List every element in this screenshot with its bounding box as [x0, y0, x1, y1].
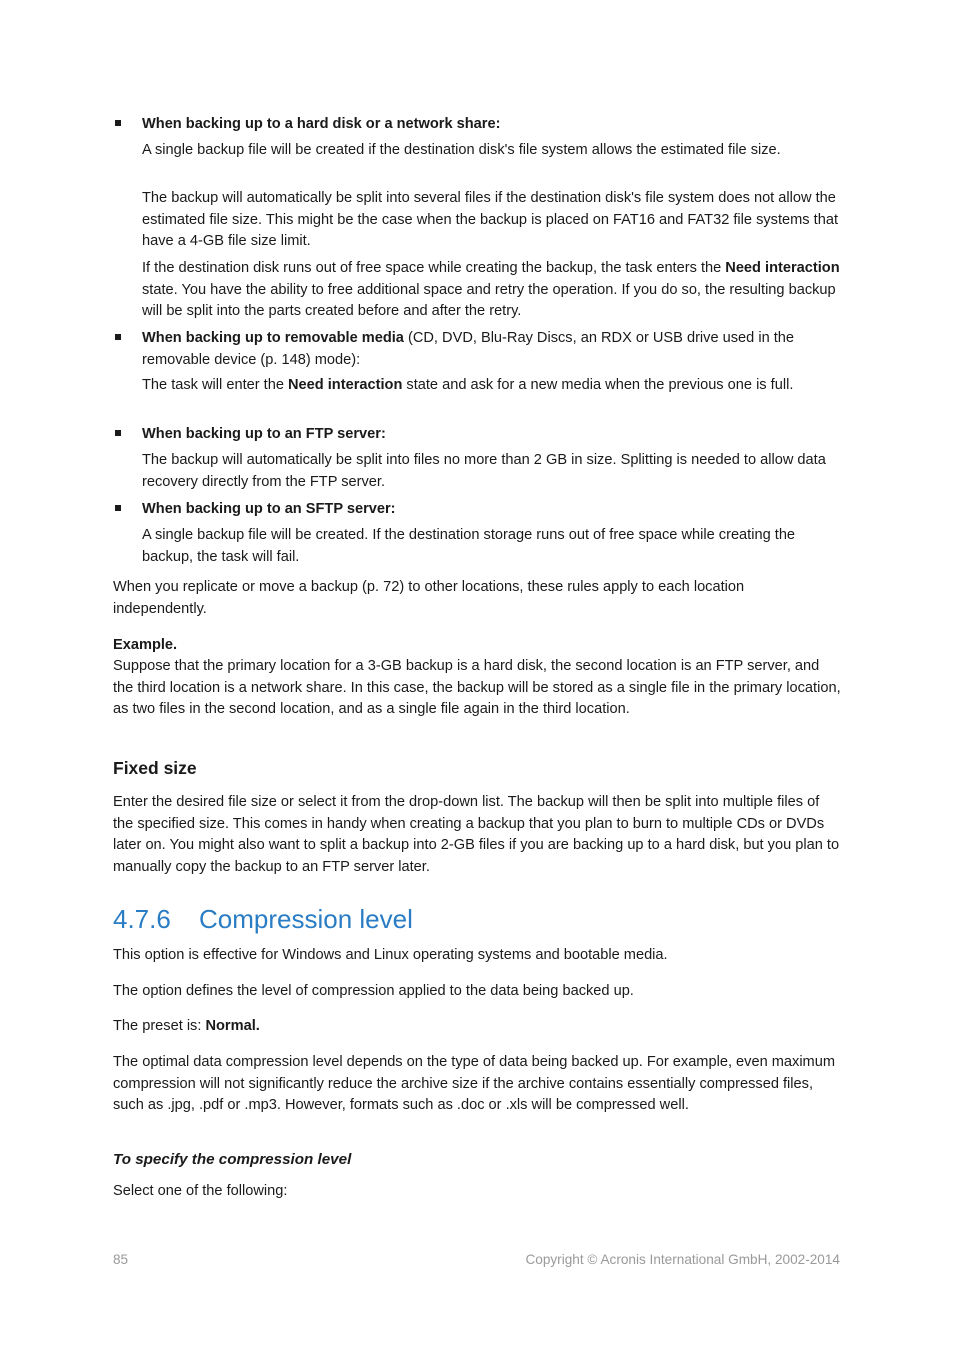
text-run: The task will enter the — [142, 377, 289, 393]
bullet-heading — [142, 328, 842, 371]
bullet-heading: When backing up to an FTP server: — [142, 426, 386, 442]
bullet-paragraph: A single backup file will be created if the destination disk's file system allows the estimated file size. — [142, 142, 781, 158]
paragraph: This option is effective for Windows and Linux operating systems and bootable media. — [113, 947, 668, 963]
example-text: Suppose that the primary location for a 3-GB backup is a hard disk, the second location is an FTP server, and the third location is a network share. In this case, the backup will be stored as a single file in the primary location, as two files in the second location, and as a single file again in the third location. — [113, 658, 841, 718]
bullet-heading: When backing up to an SFTP server: — [142, 501, 396, 517]
copyright: Copyright © Acronis International GmbH, 2002-2014 — [525, 1252, 840, 1267]
bold-term: When backing up to removable media — [142, 330, 404, 346]
bullet-marker — [115, 334, 121, 340]
paragraph: When you replicate or move a backup (p. 72) to other locations, these rules apply to each location independently. — [113, 579, 745, 617]
bullet-paragraph — [142, 375, 842, 397]
subheading: Fixed size — [113, 758, 197, 778]
paragraph: The option defines the level of compression applied to the data being backed up. — [113, 983, 634, 999]
preset-value: Normal. — [205, 1018, 260, 1034]
preset-paragraph — [113, 1016, 841, 1038]
paragraph: Select one of the following: — [113, 1183, 288, 1199]
paragraph: Enter the desired file size or select it from the drop-down list. The backup will then be split into multiple files of the specified size. This comes in handy when creating a backup that you plan to burn to multiple CDs or DVDs later on. You might also want to split a backup into 2-GB files if you are backing up to a hard disk, but you plan to manually copy the backup to an FTP server later. — [113, 794, 840, 875]
text-run: state and ask for a new media when the previous one is full. — [402, 377, 794, 393]
example-label: Example. — [113, 637, 178, 653]
text-run: The preset is: — [113, 1018, 206, 1034]
bold-term: Need interaction — [725, 260, 840, 276]
bullet-paragraph: A single backup file will be created. If the destination storage runs out of free space while creating the backup, the task will fail. — [142, 527, 796, 565]
page-number: 85 — [113, 1252, 129, 1267]
procedure-heading: To specify the compression level — [113, 1151, 352, 1168]
paragraph: The optimal data compression level depends on the type of data being backed up. For example, even maximum compression will not significantly reduce the archive size if the archive contains essentially compressed files, such as .jpg, .pdf or .mp3. However, formats such as .doc or .xls will be compressed well. — [113, 1054, 835, 1114]
bullet-heading: When backing up to a hard disk or a network share: — [142, 116, 501, 132]
section-heading — [113, 903, 413, 935]
text-run: (CD, DVD, Blu-Ray Discs, an RDX or USB drive used in the removable device (p. 148) mode): — [142, 330, 795, 368]
bullet-paragraph: The backup will automatically be split into files no more than 2 GB in size. Splitting is needed to allow data recovery directly from the FTP server. — [142, 452, 826, 490]
bullet-marker — [115, 505, 121, 511]
bullet-marker — [115, 120, 121, 126]
bullet-paragraph — [142, 258, 842, 323]
bullet-marker — [115, 430, 121, 436]
bullet-paragraph: The backup will automatically be split into several files if the destination disk's file system does not allow the estimated file size. This might be the case when the backup is placed on FAT16 and FAT32 file systems that have a 4-GB file size limit. — [142, 190, 838, 250]
text-run: state. You have the ability to free additional space and retry the operation. If you do so, the resulting backup will be split into the parts created before and after the retry. — [142, 281, 836, 320]
bold-term: Need interaction — [288, 377, 403, 393]
section-title: Compression level — [199, 904, 413, 934]
section-number: 4.7.6 — [113, 904, 171, 934]
text-run: If the destination disk runs out of free space while creating the backup, the task enters the — [142, 260, 726, 276]
